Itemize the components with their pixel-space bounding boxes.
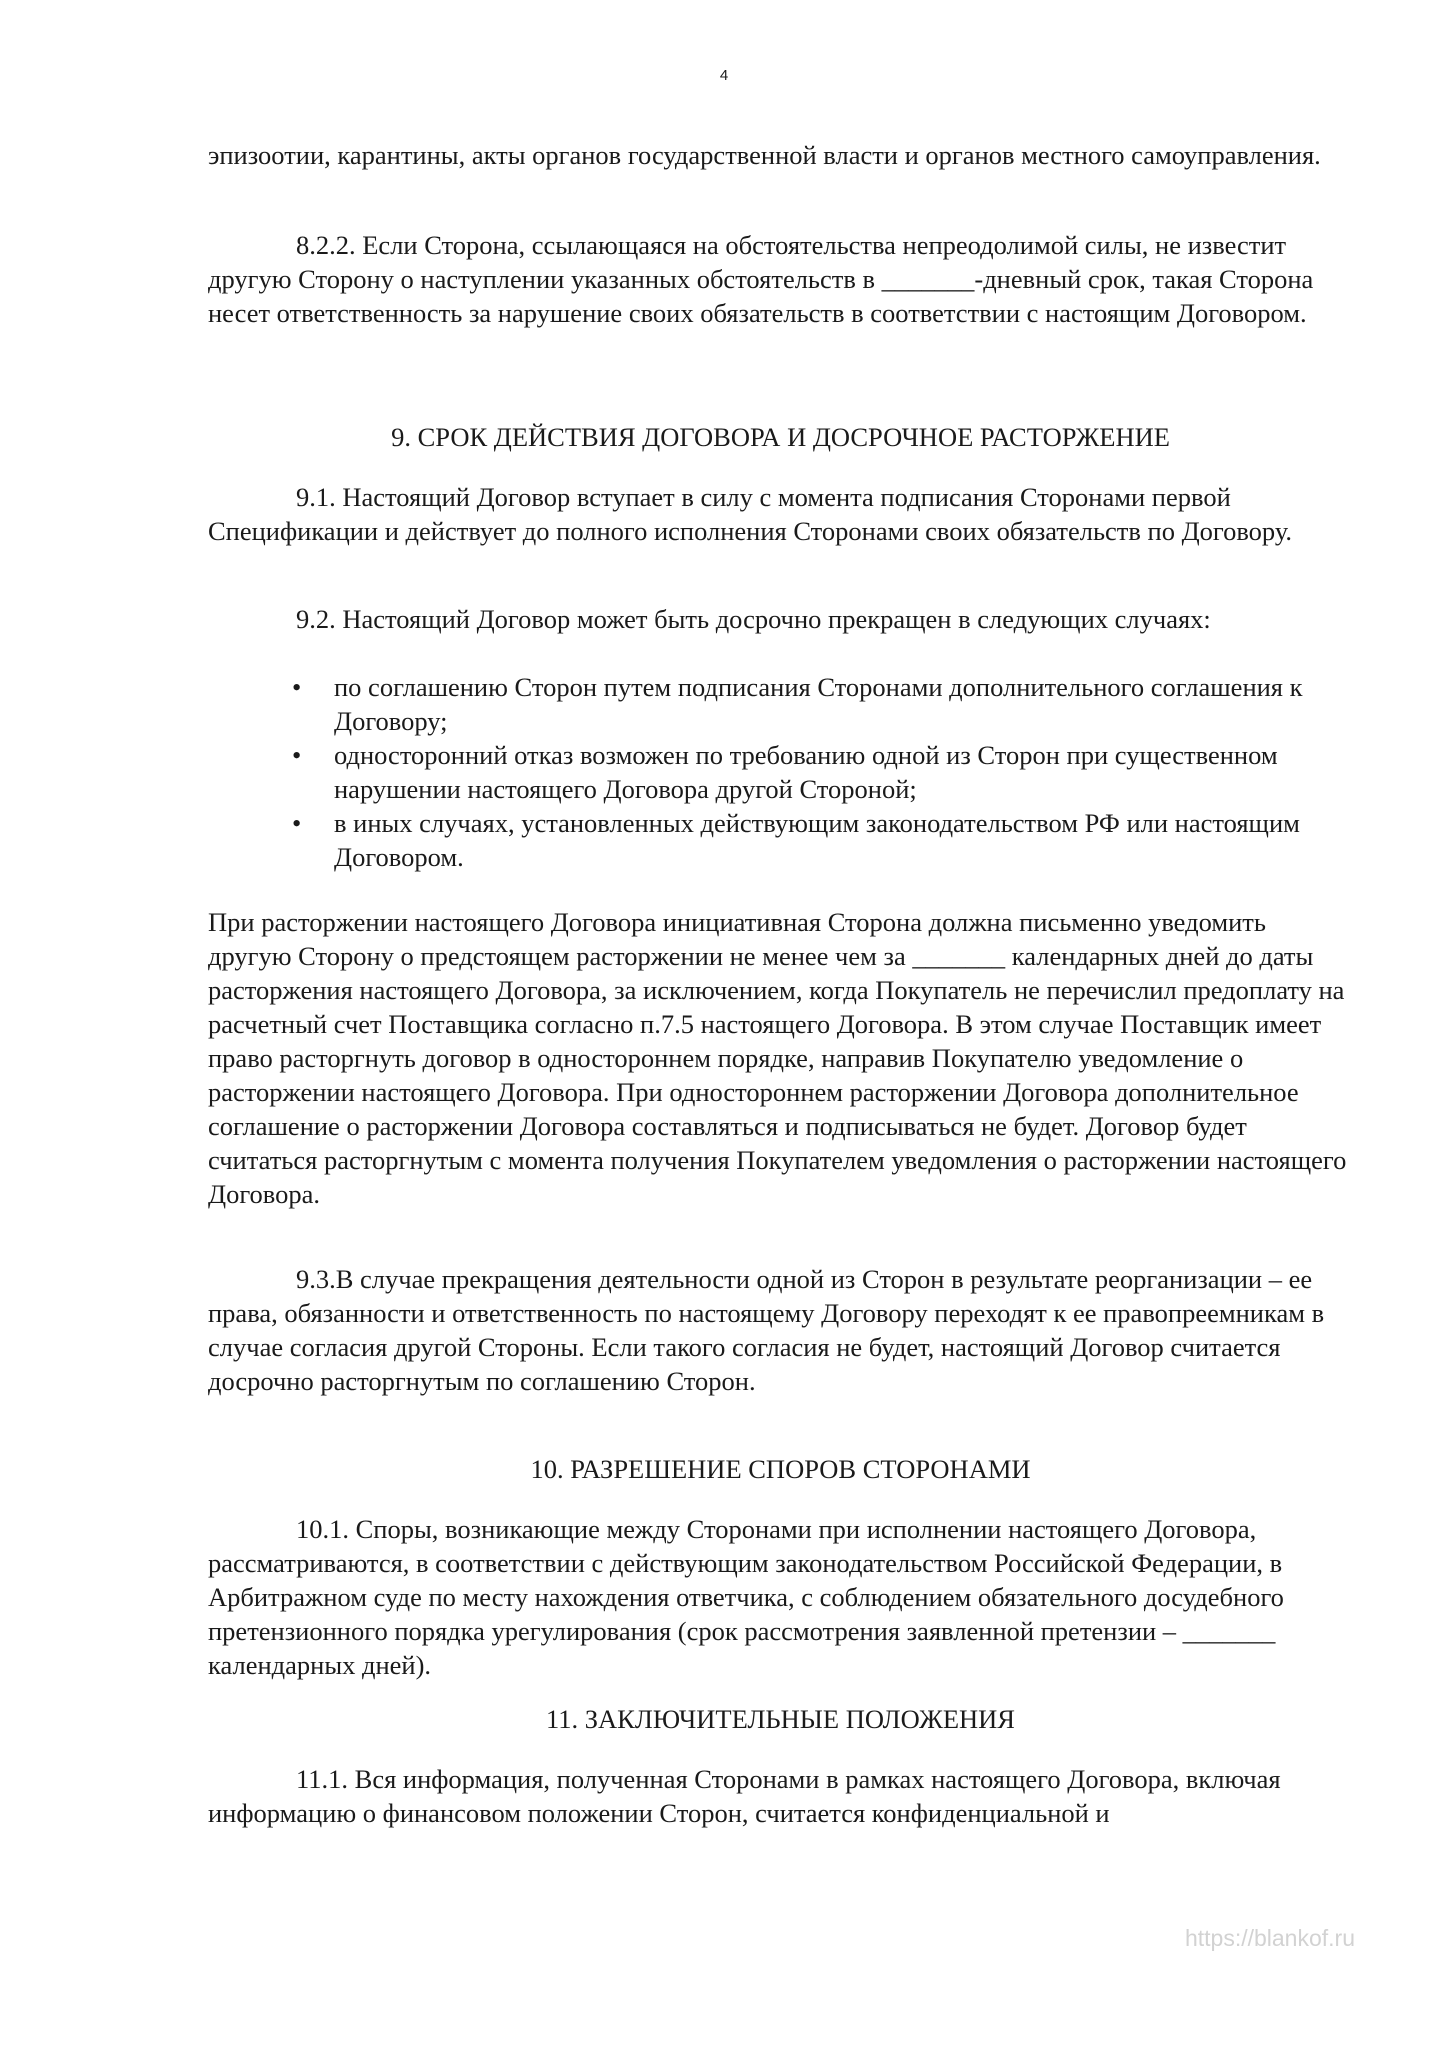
list-item-text: по соглашению Сторон путем подписания Сторонами дополнительного соглашения к Договору; bbox=[334, 672, 1303, 736]
paragraph-10-1: 10.1. Споры, возникающие между Сторонами при исполнении настоящего Договора, рассматриваются, в соответствии с действующим законодательством Российской Федерации, в Арбитражном суде по месту нахождения ответчика, с соблюдением обязательного досудебного претензионного порядка урегулирования (срок рассмотрения заявленной претензии – _______ календарных дней). bbox=[208, 1514, 1284, 1680]
paragraph-9-3: 9.3.В случае прекращения деятельности одной из Сторон в результате реорганизации – ее права, обязанности и ответственность по настоящему Договору переходят к ее правопреемникам в случае согласия другой Стороны. Если такого согласия не будет, настоящий Договор считается досрочно расторгнутым по соглашению Сторон. bbox=[208, 1264, 1325, 1396]
termination-cases-list bbox=[208, 670, 1353, 874]
section-heading-11: 11. ЗАКЛЮЧИТЕЛЬНЫЕ ПОЛОЖЕНИЯ bbox=[546, 1704, 1015, 1734]
paragraph-11-1: 11.1. Вся информация, полученная Сторонами в рамках настоящего Договора, включая информацию о финансовом положении Сторон, считается конфиденциальной и bbox=[208, 1764, 1281, 1828]
paragraph-termination-notice: При расторжении настоящего Договора инициативная Сторона должна письменно уведомить другую Сторону о предстоящем расторжении не менее чем за _______ календарных дней до даты расторжения настоящего Договора, за исключением, когда Покупатель не перечислил предоплату на расчетный счет Поставщика согласно п.7.5 настоящего Договора. В этом случае Поставщик имеет право расторгнуть договор в одностороннем порядке, направив Покупателю уведомление о расторжении настоящего Договора. При одностороннем расторжении Договора дополнительное соглашение о расторжении Договора составляться и подписываться не будет. Договор будет считаться расторгнутым с момента получения Покупателем уведомления о расторжении настоящего Договора. bbox=[208, 907, 1347, 1209]
list-item bbox=[208, 738, 1353, 806]
section-heading-9: 9. СРОК ДЕЙСТВИЯ ДОГОВОРА И ДОСРОЧНОЕ РАСТОРЖЕНИЕ bbox=[391, 422, 1170, 452]
bullet-icon: • bbox=[292, 808, 302, 838]
list-item bbox=[208, 670, 1353, 738]
paragraph-9-1: 9.1. Настоящий Договор вступает в силу с момента подписания Сторонами первой Спецификации и действует до полного исполнения Сторонами своих обязательств по Договору. bbox=[208, 482, 1293, 546]
list-item-text: односторонний отказ возможен по требованию одной из Сторон при существенном нарушении настоящего Договора другой Стороной; bbox=[334, 740, 1278, 804]
list-item-text: в иных случаях, установленных действующим законодательством РФ или настоящим Договором. bbox=[334, 808, 1300, 872]
paragraph-8-2-2: 8.2.2. Если Сторона, ссылающаяся на обстоятельства непреодолимой силы, не известит другую Сторону о наступлении указанных обстоятельств в _______-дневный срок, такая Сторона несет ответственность за нарушение своих обязательств в соответствии с настоящим Договором. bbox=[208, 230, 1314, 328]
watermark-url: https://blankof.ru bbox=[1184, 1925, 1355, 1951]
list-item bbox=[208, 806, 1353, 874]
section-heading-10: 10. РАЗРЕШЕНИЕ СПОРОВ СТОРОНАМИ bbox=[530, 1454, 1031, 1484]
page-number: 4 bbox=[719, 67, 729, 84]
paragraph-9-2: 9.2. Настоящий Договор может быть досрочно прекращен в следующих случаях: bbox=[296, 604, 1211, 634]
paragraph-continuation: эпизоотии, карантины, акты органов государственной власти и органов местного самоуправления. bbox=[208, 140, 1321, 170]
bullet-icon: • bbox=[292, 672, 302, 702]
bullet-icon: • bbox=[292, 740, 302, 770]
